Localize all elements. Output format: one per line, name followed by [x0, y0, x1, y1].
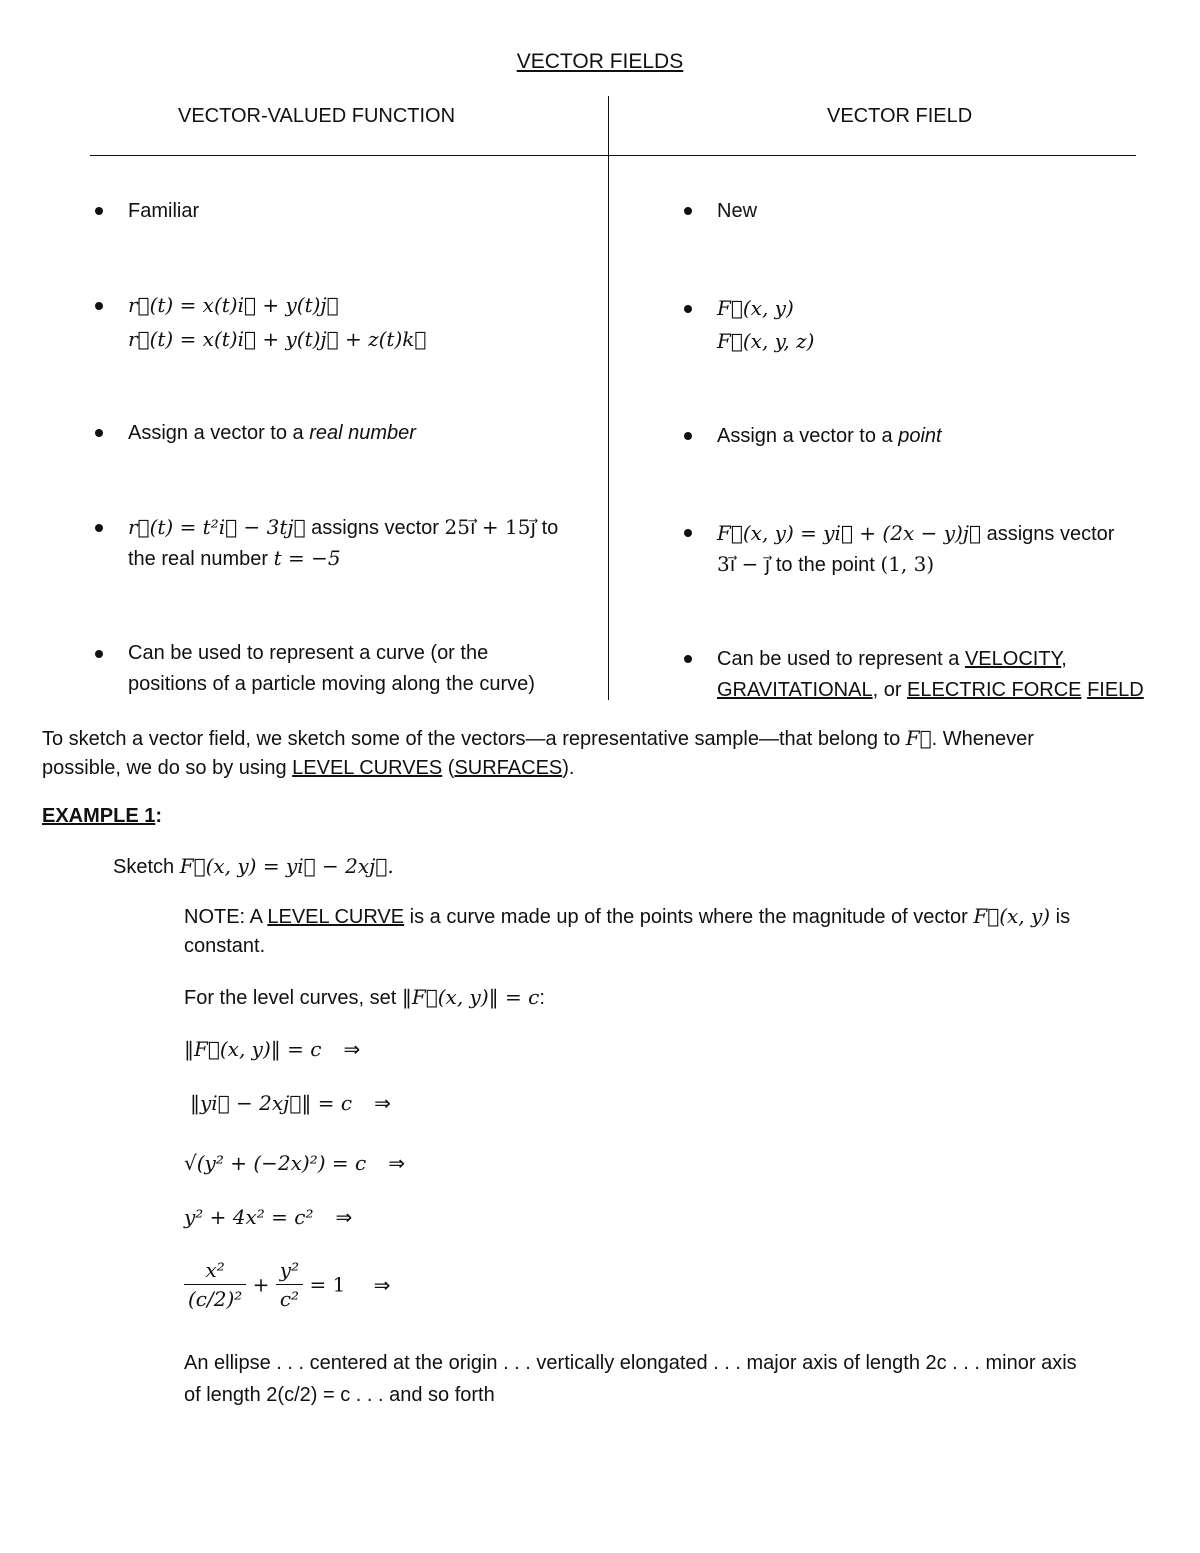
bullet-icon — [95, 524, 103, 532]
right-item-field-line2: GRAVITATIONAL, or ELECTRIC FORCE FIELD — [717, 679, 1144, 701]
derivation-step-2: ‖yi⃗ − 2xj⃗‖ = c ⇒ — [190, 1091, 391, 1115]
left-item-familiar: Familiar — [128, 200, 200, 222]
right-item-F-2d: F⃗(x, y) — [717, 296, 794, 320]
derivation-step-3: √(y² + (−2x)²) = c ⇒ — [184, 1151, 405, 1175]
right-item-F-3d: F⃗(x, y, z) — [717, 329, 815, 353]
right-column-header: VECTOR FIELD — [827, 105, 973, 127]
left-item-curve-line2: positions of a particle moving along the curve) — [128, 673, 535, 695]
bullet-icon — [684, 655, 692, 663]
bullet-icon — [95, 207, 103, 215]
right-item-field-line1: Can be used to represent a VELOCITY, — [717, 648, 1067, 670]
left-item-r-3d: r⃗(t) = x(t)i⃗ + y(t)j⃗ + z(t)k⃗ — [128, 327, 427, 351]
bullet-icon — [684, 305, 692, 313]
bullet-icon — [684, 207, 692, 215]
left-item-curve-line1: Can be used to represent a curve (or the — [128, 642, 489, 664]
left-item-example-line1: r⃗(t) = t²i⃗ − 3tj⃗ assigns vector 25i⃗ + 15j⃗ to — [128, 515, 559, 539]
page-title: VECTOR FIELDS — [516, 50, 684, 73]
bullet-icon — [95, 429, 103, 437]
right-item-new: New — [717, 200, 758, 222]
ellipse-equation: $\frac{\text{x²}}{\text{(c/2)²}}$ + $\frac{\text{y²}}{\text{c²}}$ = 1 ⇒ — [184, 1256, 390, 1313]
intro-line2: possible, we do so by using LEVEL CURVES (SURFACES). — [42, 757, 575, 779]
note-line1: NOTE: A LEVEL CURVE is a curve made up of the points where the magnitude of vector F⃗(x, y) is — [184, 904, 1071, 928]
bullet-icon — [95, 302, 103, 310]
bullet-icon — [684, 432, 692, 440]
left-item-r-2d: r⃗(t) = x(t)i⃗ + y(t)j⃗ — [128, 293, 339, 317]
level-curve-setup: For the level curves, set ‖F⃗(x, y)‖ = c: — [184, 985, 545, 1009]
example-sketch: Sketch F⃗(x, y) = yi⃗ − 2xj⃗. — [113, 854, 394, 878]
bullet-icon — [95, 650, 103, 658]
right-item-assign: Assign a vector to a point — [717, 425, 942, 447]
left-item-assign: Assign a vector to a real number — [128, 422, 416, 444]
left-column-header: VECTOR-VALUED FUNCTION — [178, 105, 456, 127]
derivation-step-1: ‖F⃗(x, y)‖ = c ⇒ — [184, 1037, 361, 1061]
right-item-example-line1: F⃗(x, y) = yi⃗ + (2x − y)j⃗ assigns vector — [717, 521, 1115, 545]
intro-line1: To sketch a vector field, we sketch some of the vectors—a representative sample—that belong to F⃗. Whenever — [42, 726, 1034, 750]
header-rule — [90, 155, 1136, 156]
derivation-step-4: y² + 4x² = c² ⇒ — [184, 1205, 353, 1229]
fraction-x: $\frac{\text{x²}}{\text{(c/2)²}}$ — [184, 1256, 246, 1313]
bullet-icon — [684, 529, 692, 537]
conclusion-line1: An ellipse . . . centered at the origin . . . vertically elongated . . . major axis of length 2c . . . minor axis — [184, 1352, 1077, 1374]
left-item-example-line2: the real number t = −5 — [128, 546, 341, 570]
note-line2: constant. — [184, 935, 266, 957]
example-label: EXAMPLE 1: — [42, 805, 163, 827]
conclusion-line2: of length 2(c/2) = c . . . and so forth — [184, 1384, 495, 1406]
right-item-example-line2: 3i⃗ − j⃗ to the point (1, 3) — [717, 552, 935, 576]
fraction-y: $\frac{\text{y²}}{\text{c²}}$ — [276, 1256, 303, 1313]
column-divider — [608, 96, 609, 700]
